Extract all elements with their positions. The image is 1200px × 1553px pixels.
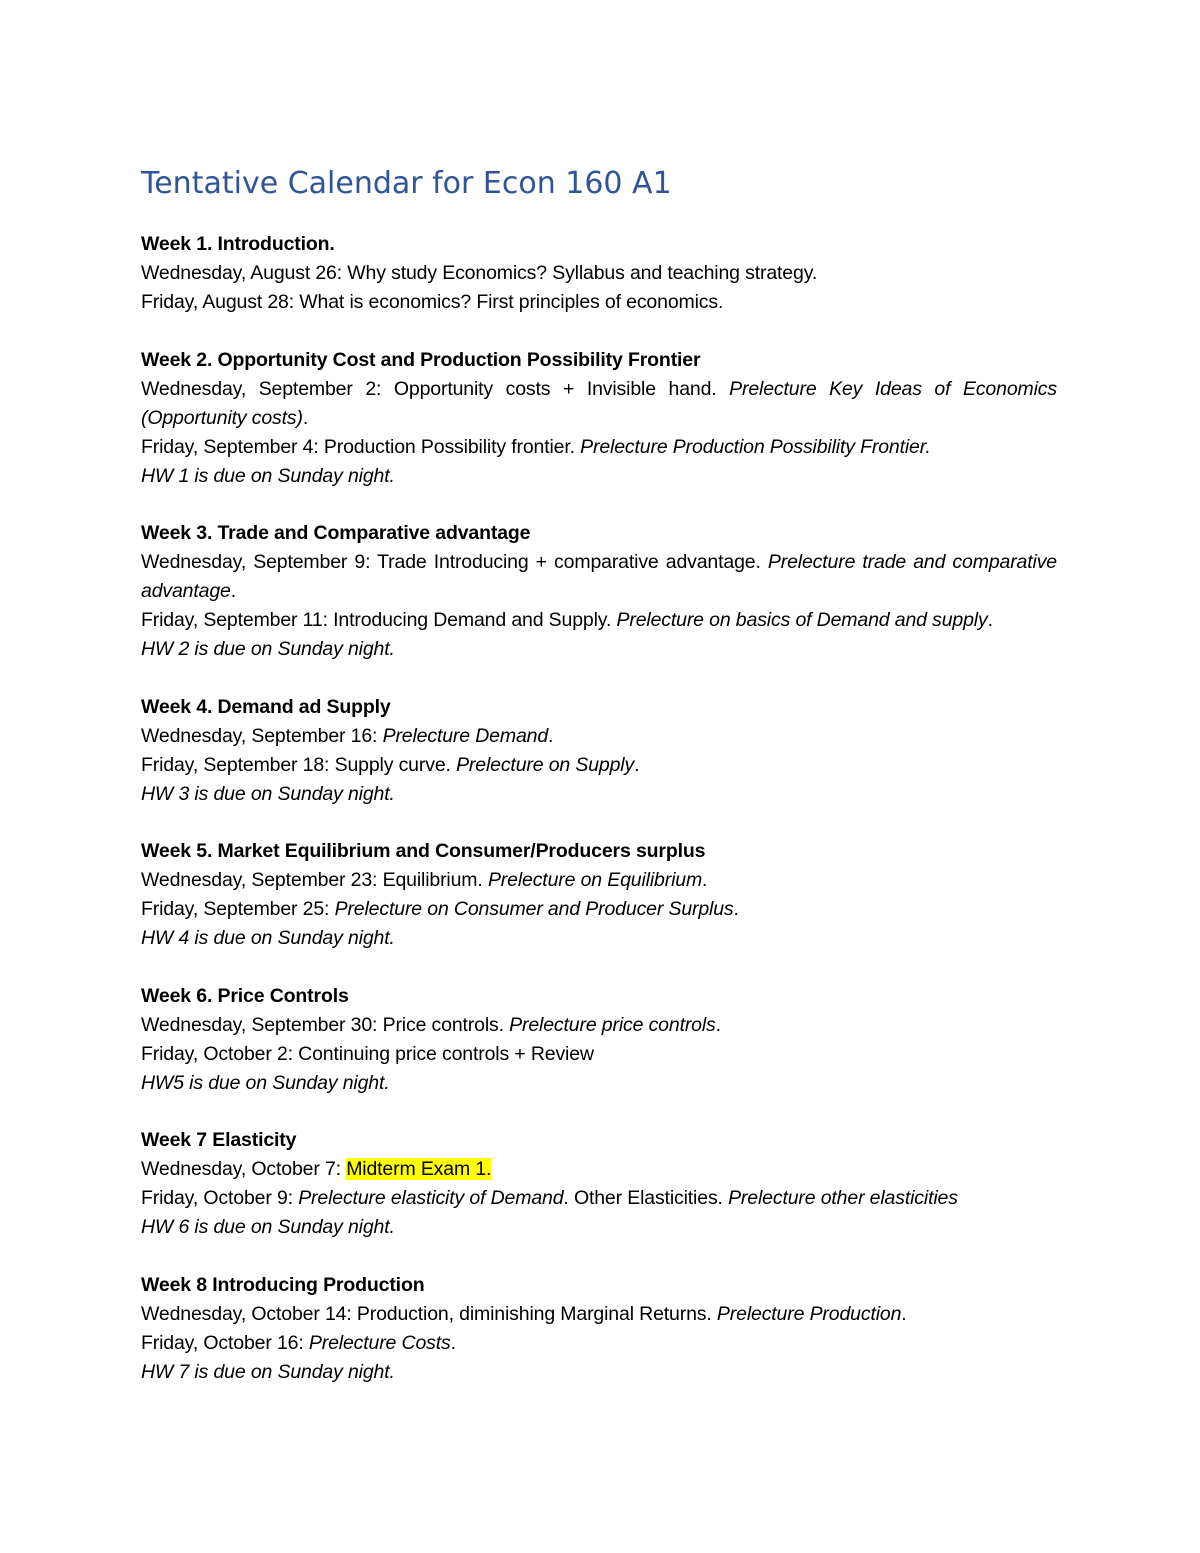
week-section — [141, 837, 1057, 953]
entry-suffix: . Other Elasticities. — [563, 1187, 729, 1209]
prelecture-note: Prelecture Costs — [308, 1331, 451, 1354]
entry-suffix: . — [302, 406, 309, 429]
week-section — [141, 1271, 1057, 1387]
week-section — [141, 1126, 1057, 1242]
week-section — [141, 230, 1057, 317]
schedule-entry — [141, 288, 1057, 317]
entry-suffix: . — [715, 1013, 721, 1036]
schedule-entry — [141, 1184, 1057, 1213]
week-heading: Week 5. Market Equilibrium and Consumer/Producers surplus — [141, 840, 706, 862]
week-heading: Week 8 Introducing Production — [141, 1273, 425, 1296]
week-section — [141, 982, 1057, 1098]
week-section — [141, 693, 1057, 809]
week-heading: Week 2. Opportunity Cost and Production Possibility Frontier — [141, 348, 701, 371]
homework-due: HW 3 is due on Sunday night. — [141, 782, 395, 805]
document-title: Tentative Calendar for Econ 160 A1 — [141, 166, 672, 201]
schedule-entry — [141, 375, 1057, 433]
entry-text: Friday, September 4: Production Possibility frontier. — [141, 435, 581, 458]
schedule-entry — [141, 1155, 1057, 1184]
entry-suffix: . — [702, 869, 708, 891]
prelecture-note: Prelecture Production Possibility Frontier. — [580, 435, 931, 458]
week-heading: Week 4. Demand ad Supply — [141, 695, 391, 718]
homework-due: HW5 is due on Sunday night. — [141, 1071, 390, 1094]
homework-due: HW 4 is due on Sunday night. — [141, 927, 395, 949]
entry-text: Friday, October 9: — [141, 1187, 299, 1209]
entry-text: Friday, August 28: What is economics? First principles of economics. — [141, 291, 724, 313]
entry-text: Wednesday, September 9: Trade Introducing + comparative advantage. — [141, 551, 768, 573]
schedule-entry — [141, 722, 1057, 751]
schedule-entry — [141, 1300, 1057, 1329]
homework-due: HW 6 is due on Sunday night. — [141, 1216, 395, 1238]
prelecture-note: Prelecture Demand — [382, 724, 549, 747]
entry-suffix: . — [901, 1302, 907, 1325]
prelecture-note: Prelecture on Equilibrium — [487, 869, 703, 891]
week-list — [141, 230, 1057, 1415]
entry-text: Friday, October 16: — [141, 1331, 309, 1354]
entry-suffix: . — [634, 753, 640, 776]
week-section — [141, 519, 1057, 664]
entry-text: Wednesday, October 7: — [141, 1158, 347, 1180]
entry-text: Friday, September 25: — [141, 898, 335, 920]
prelecture-note: Prelecture elasticity of Demand — [298, 1187, 564, 1209]
schedule-entry — [141, 751, 1057, 780]
entry-text: Wednesday, October 14: Production, diminishing Marginal Returns. — [141, 1302, 717, 1325]
prelecture-note: Prelecture on basics of Demand and supply — [616, 609, 988, 631]
week-heading: Week 7 Elasticity — [141, 1129, 297, 1151]
prelecture-note: Prelecture other elasticities — [728, 1187, 958, 1209]
entry-text: Friday, October 2: Continuing price controls + Review — [141, 1042, 594, 1065]
schedule-entry — [141, 1040, 1057, 1069]
entry-suffix: . — [548, 724, 554, 747]
prelecture-note: Prelecture price controls — [509, 1013, 716, 1036]
prelecture-note: Prelecture Production — [716, 1302, 902, 1325]
entry-suffix: . — [450, 1331, 456, 1354]
schedule-entry — [141, 1329, 1057, 1358]
entry-text: Wednesday, August 26: Why study Economics? Syllabus and teaching strategy. — [141, 262, 818, 284]
entry-text: Wednesday, September 23: Equilibrium. — [141, 869, 488, 891]
schedule-entry — [141, 433, 1057, 462]
week-section — [141, 346, 1057, 491]
week-heading: Week 3. Trade and Comparative advantage — [141, 522, 531, 544]
entry-suffix: . — [230, 580, 237, 602]
entry-text: Wednesday, September 16: — [141, 724, 383, 747]
prelecture-note: Prelecture trade and comparative advantage — [141, 551, 1057, 602]
prelecture-note: Prelecture on Consumer and Producer Surplus — [334, 898, 734, 920]
entry-text: Friday, September 18: Supply curve. — [141, 753, 457, 776]
homework-due: HW 2 is due on Sunday night. — [141, 638, 395, 660]
schedule-entry — [141, 895, 1057, 924]
schedule-entry — [141, 548, 1057, 606]
entry-text: Wednesday, September 30: Price controls. — [141, 1013, 510, 1036]
midterm-highlight: Midterm Exam 1. — [346, 1158, 492, 1180]
entry-suffix: . — [733, 898, 739, 920]
homework-due: HW 7 is due on Sunday night. — [141, 1360, 395, 1383]
entry-text: Wednesday, September 2: Opportunity costs + Invisible hand. — [141, 377, 730, 400]
week-heading: Week 1. Introduction. — [141, 233, 335, 255]
schedule-entry — [141, 866, 1057, 895]
prelecture-note: Prelecture on Supply — [456, 753, 635, 776]
prelecture-note: Prelecture Key Ideas of Economics (Opportunity costs) — [141, 377, 1057, 429]
entry-suffix: . — [987, 609, 993, 631]
homework-due: HW 1 is due on Sunday night. — [141, 464, 395, 487]
entry-text: Friday, September 11: Introducing Demand and Supply. — [141, 609, 617, 631]
schedule-entry — [141, 606, 1057, 635]
week-heading: Week 6. Price Controls — [141, 984, 349, 1007]
schedule-entry — [141, 1011, 1057, 1040]
schedule-entry — [141, 259, 1057, 288]
